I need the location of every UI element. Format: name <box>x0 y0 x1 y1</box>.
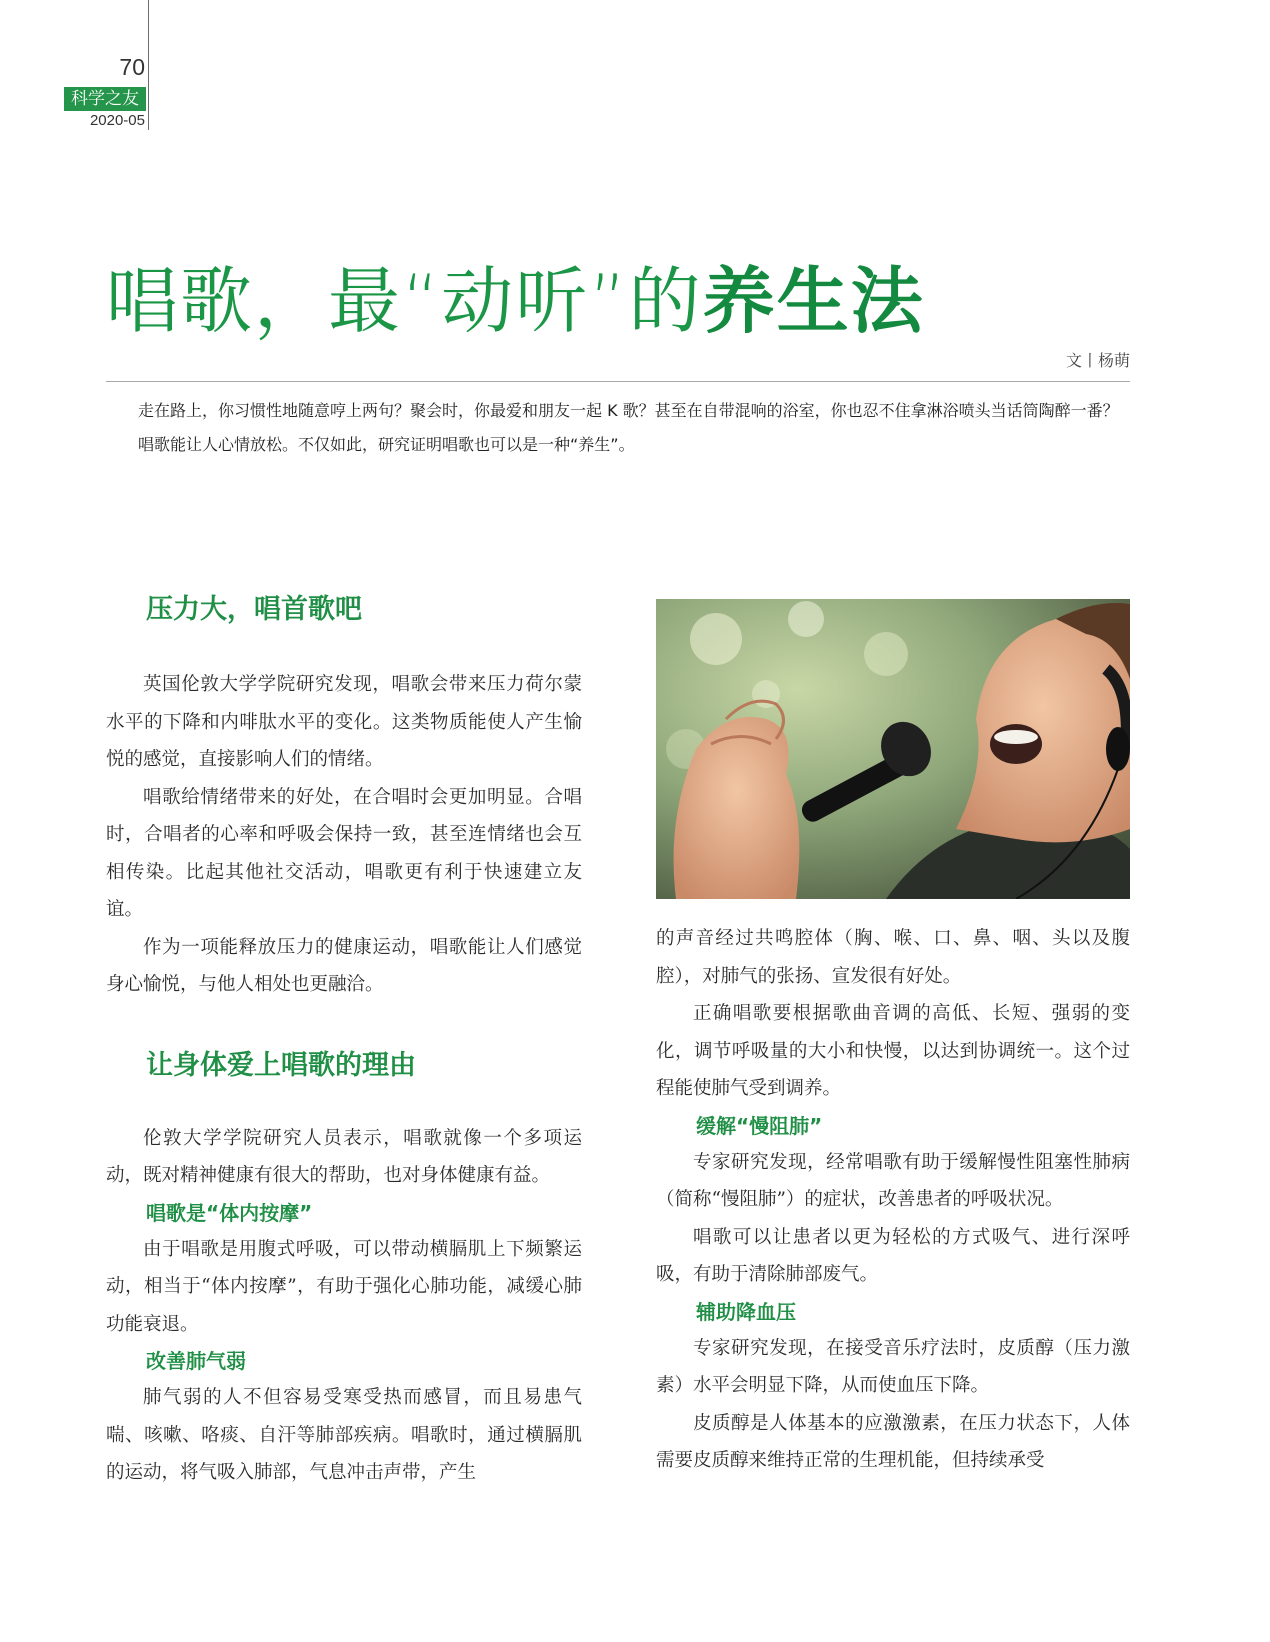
subsection-heading: 缓解“慢阻肺” <box>696 1113 823 1138</box>
title-divider <box>106 381 1130 382</box>
header-divider <box>148 0 149 130</box>
section-heading: 让身体爱上唱歌的理由 <box>146 1049 416 1081</box>
byline: 文丨杨萌 <box>1065 351 1130 370</box>
article-title-bold: 养生法 <box>702 259 925 343</box>
intro-paragraph: 走在路上，你习惯性地随意哼上两句？聚会时，你最爱和朋友一起 K 歌？甚至在自带混响的浴室，你也忍不住拿淋浴喷头当话筒陶醉一番？ <box>138 401 1119 420</box>
singer-photo <box>656 599 1130 899</box>
body-paragraph: 肺气弱的人不但容易受寒受热而感冒，而且易患气喘、咳嗽、咯痰、自汗等肺部疾病。唱歌时，通过横膈肌的运动，将气吸入肺部，气息冲击声带，产生 <box>106 1387 582 1483</box>
body-paragraph: 唱歌给情绪带来的好处，在合唱时会更加明显。合唱时，合唱者的心率和呼吸会保持一致，甚至连情绪也会互相传染。比起其他社交活动，唱歌更有利于快速建立友谊。 <box>106 786 582 920</box>
right-column <box>656 920 1130 1480</box>
issue-date: 2020-05 <box>89 112 145 129</box>
page-number: 70 <box>119 54 145 80</box>
body-paragraph: 英国伦敦大学学院研究发现，唱歌会带来压力荷尔蒙水平的下降和内啡肽水平的变化。这类物质能使人产生愉悦的感觉，直接影响人们的情绪。 <box>106 674 582 770</box>
body-paragraph: 的声音经过共鸣腔体（胸、喉、口、鼻、咽、头以及腹腔），对肺气的张扬、宣发很有好处。 <box>656 928 1130 987</box>
body-paragraph: 专家研究发现，经常唱歌有助于缓解慢性阻塞性肺病（简称“慢阻肺”）的症状，改善患者的呼吸状况。 <box>656 1151 1130 1210</box>
left-column <box>106 590 582 1492</box>
body-paragraph: 由于唱歌是用腹式呼吸，可以带动横膈肌上下频繁运动，相当于“体内按摩”，有助于强化心肺功能，减缓心肺功能衰退。 <box>106 1238 582 1335</box>
magazine-name-badge: 科学之友 <box>64 87 146 111</box>
article-title <box>106 258 925 344</box>
body-paragraph: 正确唱歌要根据歌曲音调的高低、长短、强弱的变化，调节呼吸量的大小和快慢，以达到协调统一。这个过程能使肺气受到调养。 <box>656 1003 1130 1099</box>
body-paragraph: 作为一项能释放压力的健康运动，唱歌能让人们感觉身心愉悦，与他人相处也更融洽。 <box>106 936 582 995</box>
body-paragraph: 唱歌可以让患者以更为轻松的方式吸气、进行深呼吸，有助于清除肺部废气。 <box>656 1226 1130 1285</box>
body-paragraph: 专家研究发现，在接受音乐疗法时，皮质醇（压力激素）水平会明显下降，从而使血压下降。 <box>656 1337 1130 1396</box>
subsection-heading: 唱歌是“体内按摩” <box>146 1200 313 1225</box>
body-paragraph: 皮质醇是人体基本的应激激素，在压力状态下，人体需要皮质醇来维持正常的生理机能，但持续承受 <box>656 1412 1130 1471</box>
intro <box>106 394 1130 462</box>
singer-illustration <box>656 599 1130 899</box>
intro-paragraph: 唱歌能让人心情放松。不仅如此，研究证明唱歌也可以是一种“养生”。 <box>138 435 635 454</box>
body-paragraph: 伦敦大学学院研究人员表示，唱歌就像一个多项运动，既对精神健康有很大的帮助，也对身体健康有益。 <box>106 1127 582 1186</box>
subsection-heading: 改善肺气弱 <box>146 1349 246 1373</box>
section-heading: 压力大，唱首歌吧 <box>146 594 362 625</box>
article-title-light: 唱歌，最“动听”的 <box>106 259 703 343</box>
subsection-heading: 辅助降血压 <box>696 1299 796 1324</box>
